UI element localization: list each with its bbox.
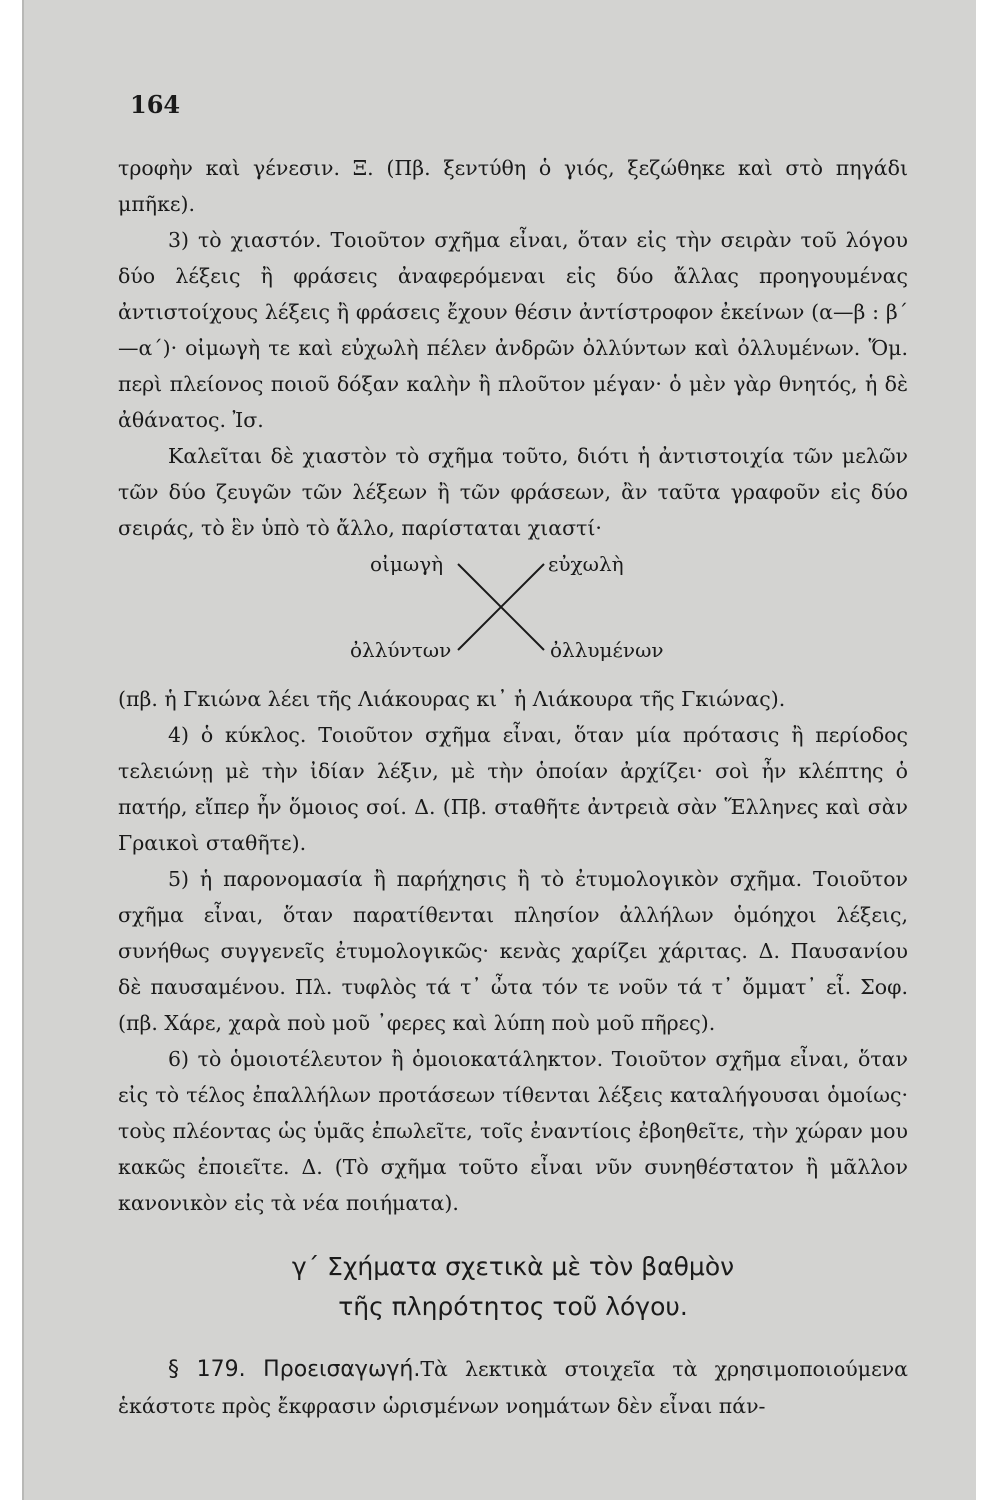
page-body: [118, 150, 908, 1424]
diagram-bottom-right: ὀλλυμένων: [550, 638, 664, 662]
section-heading-line1: γ΄ Σχήματα σχετικὰ μὲ τὸν βαθμὸν: [291, 1252, 735, 1281]
chiasmus-cross: [118, 546, 908, 681]
paragraph-introduction-text: Τὰ λεκτικὰ στοιχεῖα τὰ χρησιμοποιούμενα ἑκάστοτε πρὸς ἔκφρασιν ὡρισμένων νοημάτων δὲν εἶναι πάν-: [118, 1357, 908, 1418]
diagram-top-left: οἰμωγὴ: [370, 552, 444, 576]
chiasmus-diagram: [118, 546, 908, 681]
paragraph-introduction: [118, 1351, 908, 1424]
paragraph-cycle: 4) ὁ κύκλος. Τοιοῦτον σχῆμα εἶναι, ὅταν μία πρότασις ἢ περίοδος τελειώνῃ μὲ τὴν ἰδίαν λέξιν, μὲ τὴν ὁποίαν ἀρχίζει· σοὶ ἦν κλέπτης ὁ πατήρ, εἴπερ ἦν ὅμοιος σοί. Δ. (Πβ. σταθῆτε ἀντρειὰ σὰν Ἕλληνες καὶ σὰν Γραικοὶ σταθῆτε).: [118, 723, 908, 855]
section-label: § 179. Προεισαγωγή.: [168, 1357, 421, 1382]
section-heading: [118, 1247, 908, 1327]
paragraph-chiasmus: 3) τὸ χιαστόν. Τοιοῦτον σχῆμα εἶναι, ὅταν εἰς τὴν σειρὰν τοῦ λόγου δύο λέξεις ἢ φράσεις ἀναφερόμεναι εἰς δύο ἄλλας προηγουμένας ἀντιστοίχους λέξεις ἢ φράσεις ἔχουν θέσιν ἀντίστροφον ἐκείνων (α—β : β΄—α΄)· οἰμωγὴ τε καὶ εὐχωλὴ πέλεν ἀνδρῶν ὀλλύντων καὶ ὀλλυμένων. Ὅμ. περὶ πλείονος ποιοῦ δόξαν καλὴν ἢ πλοῦτον μέγαν· ὁ μὲν γὰρ θνητός, ἡ δὲ ἀθάνατος. Ἰσ.: [118, 228, 908, 432]
diagram-bottom-left: ὀλλύντων: [350, 638, 452, 662]
diagram-top-right: εὐχωλὴ: [548, 552, 624, 576]
paragraph-homoeoteleuton: 6) τὸ ὁμοιοτέλευτον ἢ ὁμοιοκατάληκτον. Τοιοῦτον σχῆμα εἶναι, ὅταν εἰς τὸ τέλος ἐπαλλήλων προτάσεων τίθενται λέξεις καταλήγουσαι ὁμοίως· τοὺς πλέοντας ὡς ὑμᾶς ἐπωλεῖτε, τοῖς ἐναντίοις ἐβοηθεῖτε, τὴν χώραν μου κακῶς ἐποιεῖτε. Δ. (Τὸ σχῆμα τοῦτο εἶναι νῦν συνηθέστατον ἢ μᾶλλον κανονικὸν εἰς τὰ νέα ποιήματα).: [118, 1047, 908, 1215]
section-heading-line2: τῆς πληρότητος τοῦ λόγου.: [338, 1292, 688, 1321]
paragraph-continuation: τροφὴν καὶ γένεσιν. Ξ. (Πβ. ξεντύθη ὁ γιός, ξεζώθηκε καὶ στὸ πηγάδι μπῆκε).: [118, 156, 908, 216]
page-number: 164: [130, 90, 181, 119]
paragraph-paronomasia: 5) ἡ παρονομασία ἢ παρήχησις ἢ τὸ ἐτυμολογικὸν σχῆμα. Τοιοῦτον σχῆμα εἶναι, ὅταν παρατίθενται πλησίον ἀλλήλων ὁμόηχοι λέξεις, συνήθως συγγενεῖς ἐτυμολογικῶς· κενὰς χαρίζει χάριτας. Δ. Παυσανίου δὲ παυσαμένου. Πλ. τυφλὸς τά τ᾽ ὦτα τόν τε νοῦν τά τ᾽ ὄμματ᾽ εἶ. Σοφ. (πβ. Χάρε, χαρὰ ποὺ μοῦ ᾽φερες καὶ λύπη ποὺ μοῦ πῆρες).: [118, 867, 908, 1035]
paragraph-comparison: (πβ. ἡ Γκιώνα λέει τῆς Λιάκουρας κι᾽ ἡ Λιάκουρα τῆς Γκιώνας).: [118, 687, 786, 711]
paragraph-chiasmus-explanation: Καλεῖται δὲ χιαστὸν τὸ σχῆμα τοῦτο, διότι ἡ ἀντιστοιχία τῶν μελῶν τῶν δύο ζευγῶν τῶν λέξεων ἢ τῶν φράσεων, ἂν ταῦτα γραφοῦν εἰς δύο σειράς, τὸ ἓν ὑπὸ τὸ ἄλλο, παρίσταται χιαστί·: [118, 444, 908, 540]
